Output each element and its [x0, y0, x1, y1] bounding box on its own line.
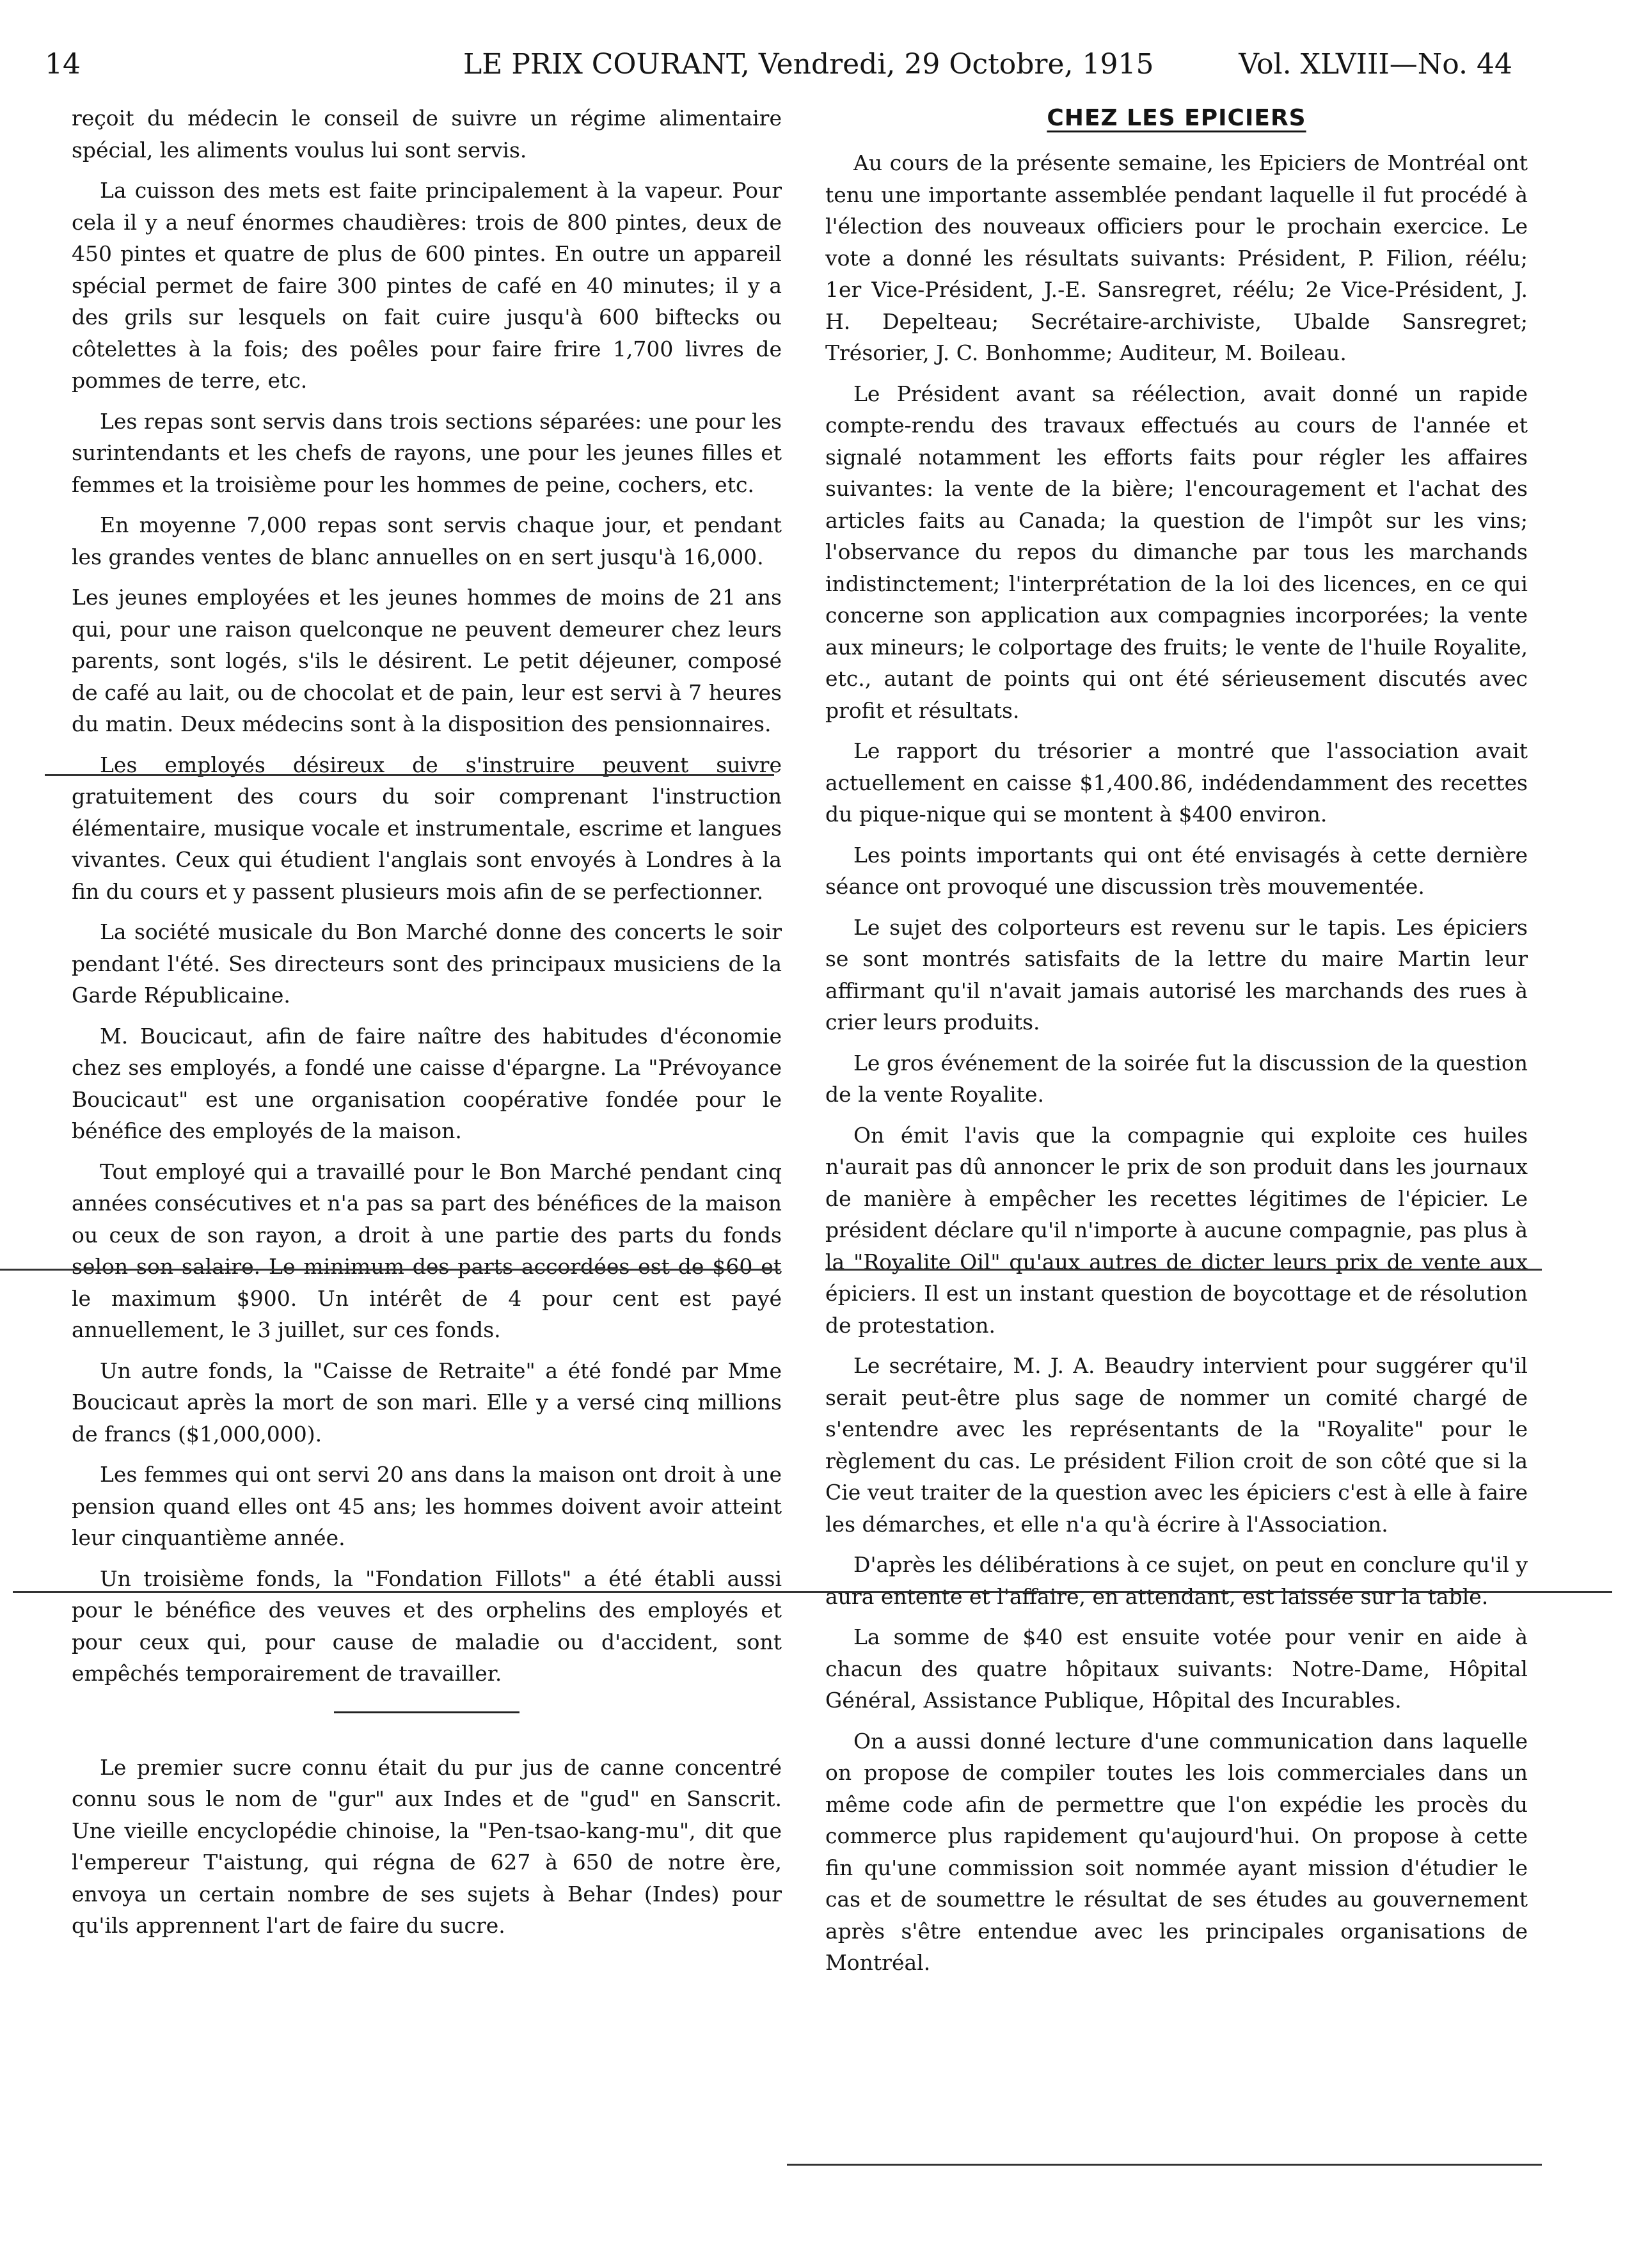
scan-line	[45, 774, 774, 776]
section-divider	[334, 1711, 519, 1713]
article-paragraph: Le sujet des colporteurs est revenu sur le tapis. Les épiciers se sont montrés satisfaits de la lettre du maire Martin leur affirmant qu'il n'avait jamais autorisé les marchands des rues à crier leurs produits.	[825, 914, 1528, 1035]
article-paragraph: D'après les délibérations à ce sujet, on peut en conclure qu'il y aura entente et l'affaire, en attendant, est laissée sur la table.	[825, 1552, 1528, 1609]
article-paragraph: Tout employé qui a travaillé pour le Bon Marché pendant cinq années consécutives et n'a pas sa part des bénéfices de la maison ou ceux de son rayon, a droit à une partie des parts du fonds selon son salaire. Le minimum des parts accordées est de $60 et le maximum $900. Un intérêt de 4 pour cent est payé annuellement, le 3 juillet, sur ces fonds.	[72, 1159, 782, 1342]
article-paragraph: Le secrétaire, M. J. A. Beaudry intervient pour suggérer qu'il serait peut-être plus sage de nommer un comité chargé de s'entendre avec les représentants de la "Royalite" pour le règlement du cas. Le président Filion croit de son côté que si la Cie veut traiter de la question avec les épiciers c'est à elle à faire les démarches, et elle n'a qu'à écrire à l'Association.	[825, 1353, 1528, 1537]
article-paragraph: La cuisson des mets est faite principalement à la vapeur. Pour cela il y a neuf énormes chaudières: trois de 800 pintes, deux de 450 pintes et quatre de plus de 600 pintes. En outre un appareil spécial permet de faire 300 pintes de café en 40 minutes; il y a des grils sur lesquels on fait cuire jusqu'à 600 biftecks ou côtelettes à la fois; des poêles pour faire frire 1,700 livres de pommes de terre, etc.	[72, 178, 782, 393]
article-paragraph: Les employés désireux de s'instruire peuvent suivre gratuitement des cours du soir comprenant l'instruction élémentaire, musique vocale et instrumentale, escrime et langues vivantes. Ceux qui étudient l'anglais sont envoyés à Londres à la fin du cours et y passent plusieurs mois afin de se perfectionner.	[72, 752, 782, 904]
scan-line	[825, 1269, 1542, 1271]
article-paragraph: Les points importants qui ont été envisagés à cette dernière séance ont provoqué une discussion très mouvementée.	[825, 842, 1528, 899]
article-paragraph: En moyenne 7,000 repas sont servis chaque jour, et pendant les grandes ventes de blanc annuelles on en sert jusqu'à 16,000.	[72, 512, 782, 569]
article-paragraph: On a aussi donné lecture d'une communication dans laquelle on propose de compiler toutes les lois commerciales dans un même code afin de permettre que l'on expédie les procès du commerce plus rapidement qu'aujourd'hui. On propose à cette fin qu'une commission soit nommée ayant mission d'étudier le cas et de soumettre le résultat de ses études au gouvernement après s'être entendue avec les principales organisations de Montréal.	[825, 1728, 1528, 1975]
page-header	[41, 42, 1512, 87]
article-paragraph: Le Président avant sa réélection, avait donné un rapide compte-rendu des travaux effectués au cours de l'année et signalé notamment les efforts faits pour régler les affaires suivantes: la vente de la bière; l'encouragement et l'achat des articles faits au Canada; la question de l'impôt sur les vins; l'observance du repos du dimanche par tous les marchands indistinctement; l'interprétation de la loi des licences, en ce qui concerne son application aux compagnies incorporées; la vente aux mineurs; le colportage des fruits; le vente de l'huile Royalite, etc., autant de points qui ont été sérieusement discutés avec profit et résultats.	[825, 381, 1528, 723]
page-number: 14	[45, 48, 81, 81]
sugar-article-paragraph: Le premier sucre connu était du pur jus de canne concentré connu sous le nom de "gur" aux Indes et de "gud" en Sanscrit. Une vieille encyclopédie chinoise, la "Pen-tsao-kang-mu", dit que l'empereur T'aistung, qui régna de 627 à 650 de notre ère, envoya un certain nombre de ses sujets à Behar (Indes) pour qu'ils apprennent l'art de faire du sucre.	[72, 1754, 782, 1938]
article-paragraph: Un troisième fonds, la "Fondation Fillots" a été établi aussi pour le bénéfice des veuves et des orphelins des employés et pour ceux qui, pour cause de maladie ou d'accident, sont empêchés temporairement de travailler.	[72, 1566, 782, 1686]
volume-number: Vol. XLVIII—No. 44	[1239, 48, 1512, 81]
article-paragraph: Le rapport du trésorier a montré que l'association avait actuellement en caisse $1,400.86, indédendamment des recettes du pique-nique qui se montent à $400 environ.	[825, 738, 1528, 827]
scan-line	[13, 1591, 1612, 1593]
publication-title: LE PRIX COURANT, Vendredi, 29 Octobre, 1915	[463, 48, 1154, 81]
right-column	[825, 102, 1528, 2233]
article-paragraph: reçoit du médecin le conseil de suivre un régime alimentaire spécial, les aliments voulus lui sont servis.	[72, 106, 782, 163]
article-paragraph: Le gros événement de la soirée fut la discussion de la question de la vente Royalite.	[825, 1050, 1528, 1107]
article-paragraph: Les jeunes employées et les jeunes hommes de moins de 21 ans qui, pour une raison quelconque ne peuvent demeurer chez leurs parents, sont logés, s'ils le désirent. Le petit déjeuner, composé de café au lait, ou de chocolat et de pain, leur est servi à 7 heures du matin. Deux médecins sont à la disposition des pensionnaires.	[72, 585, 782, 736]
left-column	[72, 102, 782, 2233]
article-paragraph: La somme de $40 est ensuite votée pour venir en aide à chacun des quatre hôpitaux suivants: Notre-Dame, Hôpital Général, Assistance Publique, Hôpital des Incurables.	[825, 1624, 1528, 1713]
article-paragraph: La société musicale du Bon Marché donne des concerts le soir pendant l'été. Ses directeurs sont des principaux musiciens de la Garde Républicaine.	[72, 919, 782, 1008]
article-paragraph: Au cours de la présente semaine, les Epiciers de Montréal ont tenu une importante assemblée pendant laquelle il fut procédé à l'élection des nouveaux officiers pour le prochain exercice. Le vote a donné les résultats suivants: Président, P. Filion, réélu; 1er Vice-Président, J.-E. Sansregret, réélu; 2e Vice-Président, J. H. Depelteau; Secrétaire-archiviste, Ubalde Sansregret; Trésorier, J. C. Bonhomme; Auditeur, M. Boileau.	[825, 150, 1528, 365]
article-paragraph: On émit l'avis que la compagnie qui exploite ces huiles n'aurait pas dû annoncer le prix de son produit dans les journaux de manière à empêcher les recettes légitimes de l'épicier. Le président déclare qu'il n'importe à aucune compagnie, pas plus à la "Royalite Oil" qu'aux autres de dicter leurs prix de vente aux épiciers. Il est un instant question de boycottage et de résolution de protestation.	[825, 1122, 1528, 1338]
article-paragraph: Les repas sont servis dans trois sections séparées: une pour les surintendants et les chefs de rayons, une pour les jeunes filles et femmes et la troisième pour les hommes de peine, cochers, etc.	[72, 408, 782, 497]
scan-line	[0, 1269, 781, 1271]
article-paragraph: Les femmes qui ont servi 20 ans dans la maison ont droit à une pension quand elles ont 45 ans; les hommes doivent avoir atteint leur cinquantième année.	[72, 1462, 782, 1550]
scan-line	[787, 2164, 1542, 2166]
section-heading: CHEZ LES EPICIERS	[1047, 105, 1306, 131]
article-paragraph: Un autre fonds, la "Caisse de Retraite" a été fondé par Mme Boucicaut après la mort de son mari. Elle y a versé cinq millions de francs ($1,000,000).	[72, 1358, 782, 1447]
article-paragraph: M. Boucicaut, afin de faire naître des habitudes d'économie chez ses employés, a fondé une caisse d'épargne. La "Prévoyance Boucicaut" est une organisation coopérative fondée pour le bénéfice des employés de la maison.	[72, 1023, 782, 1143]
